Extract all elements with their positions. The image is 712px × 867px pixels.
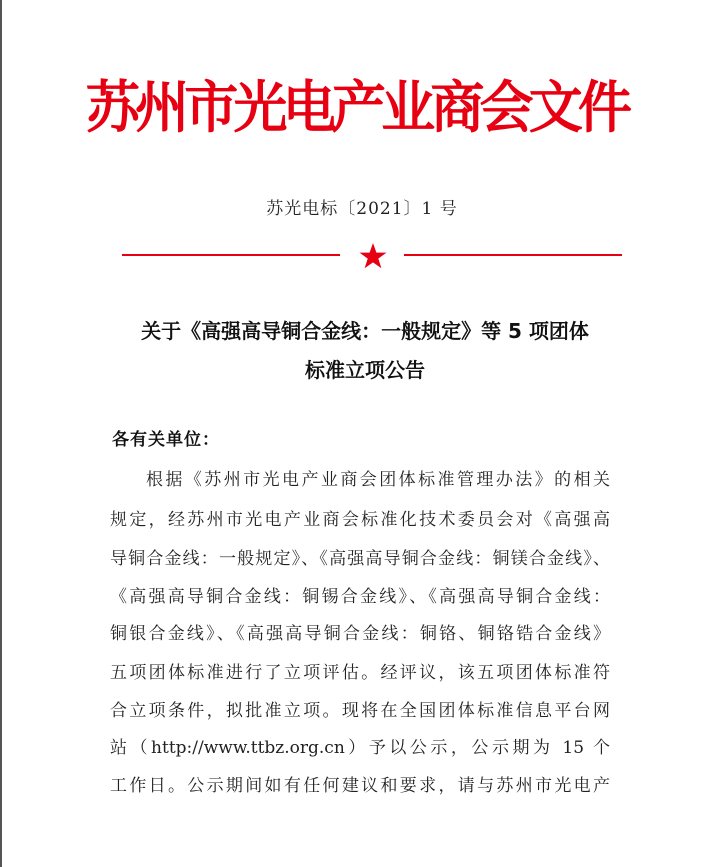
- salutation: 各有关单位：: [112, 430, 220, 450]
- body-text-line: 合立项条件，拟批准立项。现将在全国团体标准信息平台网: [110, 701, 610, 721]
- announcement-title-line-2: 标准立项公告: [305, 358, 425, 382]
- body-text-line: 《高强高导铜合金线：铜锡合金线》、《高强高导铜合金线：: [110, 587, 610, 607]
- star-icon: [358, 242, 388, 270]
- document-number: 苏光电标〔2021〕1 号: [266, 199, 458, 219]
- body-text-line: 铜银合金线》、《高强高导铜合金线：铜铬、铜铬锆合金线》: [110, 624, 610, 644]
- body-text-line: 工作日。公示期间如有任何建议和要求，请与苏州市光电产: [110, 776, 610, 796]
- body-text-line: 站（http://www.ttbz.org.cn）予以公示，公示期为 15 个: [110, 738, 610, 758]
- red-divider-left: [122, 254, 340, 256]
- body-text-line: 规定，经苏州市光电产业商会标准化技术委员会对《高强高: [110, 510, 610, 530]
- page-left-border: [0, 0, 2, 867]
- body-text-line: 五项团体标准进行了立项评估。经评议，该五项团体标准符: [110, 663, 610, 683]
- document-header-title: 苏州市光电产业商会文件: [85, 75, 628, 141]
- red-divider-right: [404, 254, 622, 256]
- body-text-line: 导铜合金线：一般规定》、《高强高导铜合金线：铜镁合金线》、: [110, 549, 610, 569]
- announcement-title-line-1: 关于《高强高导铜合金线：一般规定》等 5 项团体: [141, 319, 589, 343]
- body-text-line: 根据《苏州市光电产业商会团体标准管理办法》的相关: [146, 470, 610, 490]
